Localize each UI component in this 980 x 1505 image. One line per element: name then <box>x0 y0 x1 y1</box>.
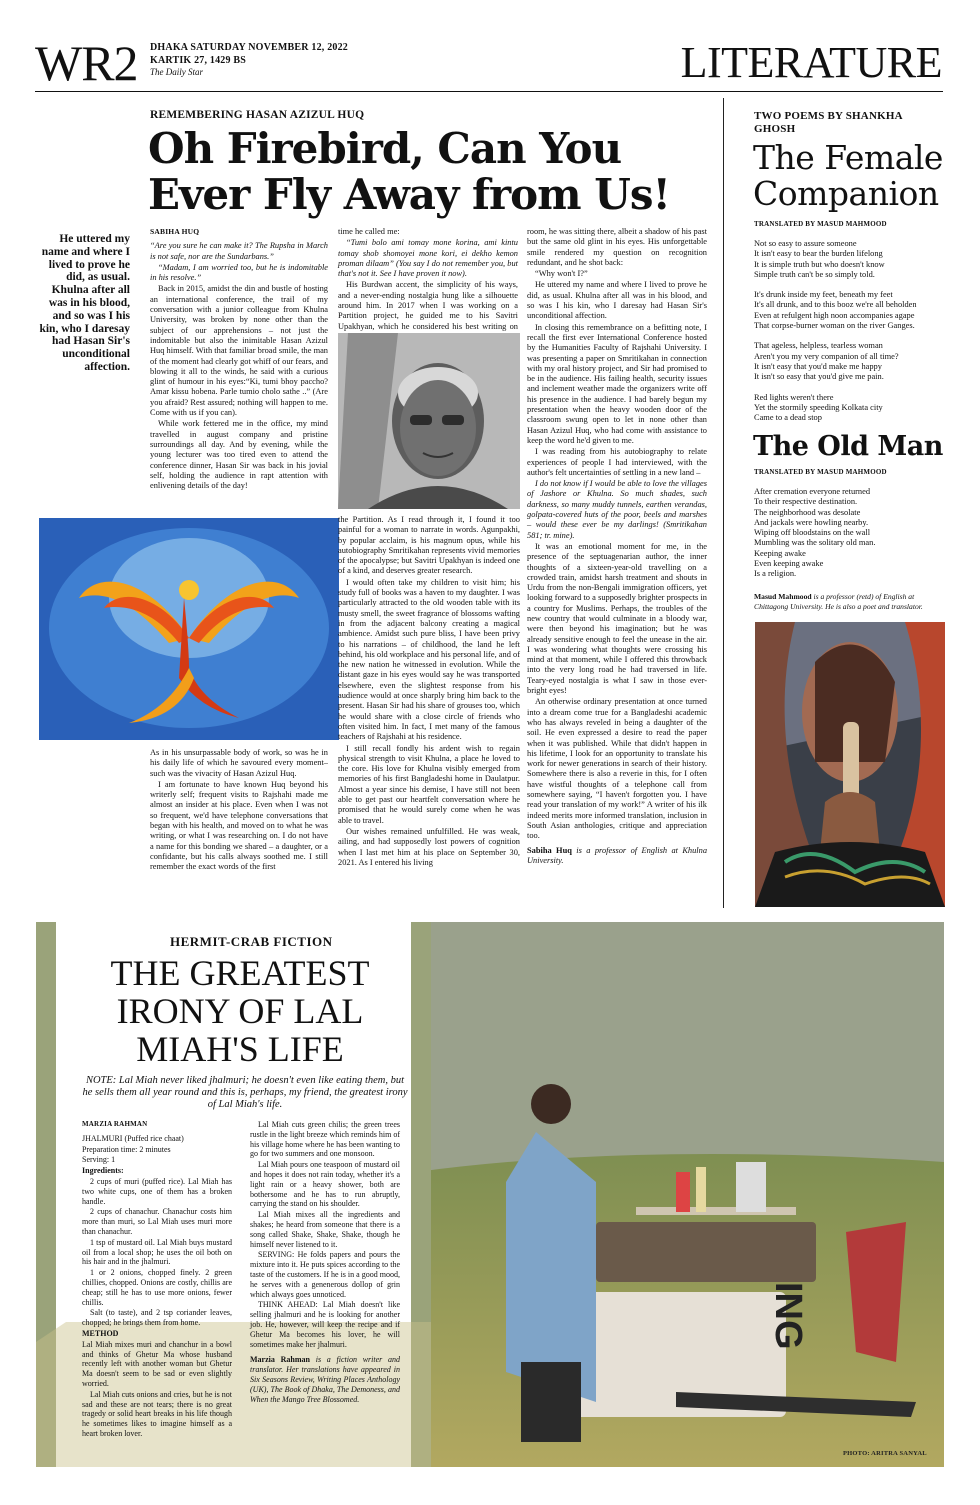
poem-line: Even at refulgent high noon accompanies agape <box>754 310 915 320</box>
feature-para: While work fettered me in the office, my mind travelled in august company and pristine surroundings all day. And by evening, while the young lecturer was too tired even to attend the conference dinner, Hasan Sir was back in his jovial self, holding the audience in rapt attention with enlivening details of the day! <box>150 419 328 491</box>
fiction-para: 1 tsp of mustard oil. Lal Miah buys mustard oil from a local shop; he uses the oil both on his hair and in the jhalmuri. <box>82 1237 232 1267</box>
poem-line: Is a religion. <box>754 569 797 579</box>
feature-para: “Why won't I?” <box>535 269 588 279</box>
feature-para: His Burdwan accent, the simplicity of his ways, and a never-ending nostalgia hung like a silhouette around him. In 2017 when I was working on a Partition project, he guided me to his Savitri Upakhyan, which he considered his best writing on <box>338 280 518 331</box>
feature-kicker: REMEMBERING HASAN AZIZUL HUQ <box>150 109 365 121</box>
feature-para: In closing this remembrance on a befitting note, I recall the first ever International Conference hosted by the Humanities Faculty of Rajshahi University. I was presenting a paper on Smritikahan in connection with my oral history project, and Sir had promised to be in the audience. His failing health, security issues and inclement weather made the organizers write off his presence in the audience. I had barely begun my presentation when the heavy wooden door of the classroom swung open to let in none other than Hasan Azizul Huq, who had come with assistance to keep the word he'd given to me. <box>527 322 707 445</box>
fiction-author-note <box>250 1355 400 1404</box>
fiction-column-2 <box>250 1120 400 1405</box>
fiction-para: Lal Miah cuts onions and cries, but he is not sad and these are not tears; there is no great tragedy or solid heart breaks in his life though he sometimes likes to imagine himself as a heart broken lover. <box>82 1389 232 1438</box>
poem-line: To their respective destination. <box>754 497 858 507</box>
fiction-para: Preparation time: 2 minutes <box>82 1144 171 1154</box>
fiction-para: Lal Miah cuts green chilis; the green trees rustle in the light breeze which reminds him of his village home where he has been wanting to go for two summers and one monsoon. <box>250 1120 400 1159</box>
fiction-headline-2: IRONY OF LAL <box>116 991 364 1031</box>
fiction-para: Lal Miah mixes muri and chanchur in a bowl and thinks of Ghetur Ma whose husband recently left with another woman but Ghetur Ma doesn't seem to be sad or even slightly worried. <box>82 1339 232 1388</box>
fiction-para: 1 or 2 onions, chopped finely. 2 green chillies, chopped. Onions are costly, chillis are cheap; still he has to use more onions, fewer chillis. <box>82 1268 232 1307</box>
feature-para: Our wishes remained unfulfilled. He was weak, ailing, and had supposedly lost powers of cognition when I last met him at his place on September 30, 2021. As I entered his living <box>338 826 520 867</box>
fiction-headline-3: MIAH'S LIFE <box>136 1029 344 1069</box>
poem-line: Yet the stormily speeding Kolkata city <box>754 402 883 412</box>
poem-line: After cremation everyone returned <box>754 487 871 496</box>
firebird-illustration <box>39 518 339 740</box>
poem-line: Simple truth can't be so simply told. <box>754 269 875 279</box>
poem2-translator: TRANSLATED BY MASUD MAHMOOD <box>754 468 887 476</box>
fiction-heading: Ingredients: <box>82 1166 124 1176</box>
poem1-translator: TRANSLATED BY MASUD MAHMOOD <box>754 220 887 228</box>
feature-para: I would often take my children to visit him; his study full of books was a haven to my daughter. I was particularly attracted to the old wooden table with its musty smell, the sweet fragrance of blossoms wafting in from the adjacent balcony creating a magical ambience. Amidst such pure bliss, I have been privy to his narrations – of childhood, the land he left behind, his old workplace and his personal life, and of the new nation he witnessed in evolution. While the distant gaze in his eyes would say he was transported elsewhere, even the slightest response from his audience would at once sharply bring him back to the present. Hasan Sir had his share of grouses too, which he would share with a close circle of friends who often visited him. In fact, I met many of the famous teachers of Rajshahi at his residence. <box>338 577 520 742</box>
portrait-illustration <box>338 333 520 509</box>
poem-line: Aren't you my very companion of all time? <box>754 351 899 361</box>
firebird-painting <box>39 518 339 740</box>
feature-para: Back in 2015, amidst the din and bustle of hosting an international conference, the trail of my conversation with a junior colleague from Khulna University, was broken by none other than the subject of our apprehensions – not just the indomitable but also the inimitable Hasan Azizul Huq himself. With that familiar broad smile, the man of the moment had clearly got whiff of our fears, and blowing it all to the winds, he said with a curious glint of humour in his eyes:“Ki, tumi bhoy paccho? Amar kissu hobena. Parle tumio cholo sathe ..” (Are you afraid? Rest assured; nothing will happen to me. Come with us if you can). <box>150 284 328 418</box>
translator-note <box>754 592 944 611</box>
poem-line: That corpse-burner woman on the river Ganges. <box>754 321 915 331</box>
feature-para: time he called me: <box>338 227 400 236</box>
feature-author-bio: is a professor of English at Khulna University. <box>527 845 708 865</box>
feature-column-3 <box>527 227 707 867</box>
poem-line: It is simple truth but who doesn't know <box>754 259 885 269</box>
poem-line: Red lights weren't there <box>754 392 834 402</box>
bengali-date-line: KARTIK 27, 1429 BS <box>150 55 247 66</box>
pullquote: He uttered my name and where I lived to prove he did, as usual. Khulna after all was in his blood, and so was I his kin, who I daresay had Hasan Sir's unconditional affection. <box>39 233 130 373</box>
feature-column-2-top <box>338 227 518 343</box>
fiction-author-bio: is a fiction writer and translator. Her translations have appeared in Six Seasons Review, Writing Places Anthology (UK), The Book of Dhaka, The Demoness, and When the Mango Tree Blossomed. <box>250 1355 401 1404</box>
fiction-heading: METHOD <box>82 1328 119 1338</box>
poem-line: It isn't so easy that you'd give me pain. <box>754 372 884 382</box>
poem2-body <box>754 487 944 580</box>
poem-line: Keeping awake <box>754 548 806 558</box>
fiction-para: THINK AHEAD: Lal Miah doesn't like selling jhalmuri and he is looking for another job. He, however, will keep the recipe and if Ghetur Ma becomes his lover, he will sometimes make her jhalmuri. <box>250 1300 400 1349</box>
masthead-rule <box>35 91 943 92</box>
poem1-body <box>754 239 944 423</box>
poem-line: Not so easy to assure someone <box>754 239 857 248</box>
author-portrait <box>338 333 520 509</box>
cart-sign: ING <box>767 1282 809 1350</box>
fiction-headline-1: THE GREATEST <box>110 953 370 993</box>
translator-bio: is a professor (retd) of English at Chittagong University. He is also a poet and translator. <box>754 592 923 611</box>
poem-line: Wiping off bloodstains on the wall <box>754 528 871 538</box>
section-title: LITERATURE <box>680 38 942 87</box>
feature-para: “Are you sure he can make it? The Rupsha in March is not safe, nor are the Sundarbans.” <box>150 241 328 261</box>
fiction-para: Lal Miah pours one teaspoon of mustard oil and hopes it does not rain today, whether it's a light rain or a heavy shower, both are bothersome and he has to run abruptly, carrying the stand on his shoulder. <box>250 1160 400 1209</box>
date-line: DHAKA SATURDAY NOVEMBER 12, 2022 <box>150 42 348 53</box>
poem-painting-illustration <box>755 622 945 907</box>
fiction-para: Lal Miah mixes all the ingredients and shakes; he heard from someone that there is a song called Shake, Shake, Shake, though he himself never listened to it. <box>250 1210 400 1249</box>
poem-line: It's all drunk, and to this booz we're all beholden <box>754 300 917 310</box>
fiction-author-name: Marzia Rahman <box>250 1355 310 1365</box>
poem-line: It isn't easy that you'd make me happy <box>754 361 882 371</box>
fiction-standfirst: NOTE: Lal Miah never liked jhalmuri; he doesn't even like eating them, but he sells them all year round and this is, perhaps, my friend, the greatest irony of Lal Miah's life. <box>82 1075 408 1110</box>
fiction-para: SERVING: He folds papers and pours the mixture into it. He puts spices according to the taste of the customers. If he is in a good mood, he serves with a genenerous dollop of grin which always goes unnoticed. <box>250 1250 400 1299</box>
newspaper-logo: The Daily Star <box>150 67 203 77</box>
poem-line: The neighborhood was desolate <box>754 507 861 517</box>
fiction-para: JHALMURI (Puffed rice chaat) <box>82 1133 184 1143</box>
feature-para: room, he was sitting there, albeit a shadow of his past but the same old glint in his eyes. His unforgettable smile rendered my question on recognition redundant, and he shot back: <box>527 227 707 267</box>
fiction-column-1 <box>82 1120 232 1440</box>
fiction-para: Serving: 1 <box>82 1155 116 1165</box>
feature-para: It was an emotional moment for me, in the presence of the septuagenarian author, the inner thoughts of a sixteen-year-old travelling on a crowded train, amidst harsh treatment and shouts in Urdu from the non-Bengali immigration officers, yet looking forward to a supposedly brighter prospects in a country for Muslims. Perhaps, the troubles of the new country that would culminate in a bloody war, were then beyond his imagination; but he was already sensitive enough to feel the unease in the air. I was wondering what thoughts were crossing his mind at that moment, while I offered this throwback into the very long road he had traversed in life. Teary-eyed nostalgia is what I saw in those ever-bright eyes! <box>527 541 707 696</box>
feature-para: I do not know if I would be able to love the villages of Jashore or Khulna. So much shades, such darkness, so many muddy tunnels, earthen verandas, golpata-covered huts of the poor, beels and marshes – would these ever be my darlings! (Smritikahan 581; tr. mine). <box>527 479 707 540</box>
feature-para: I am fortunate to have known Huq beyond his writerly self; frequent visits to Rajshahi made me almost an insider at his place. Even when I was not so frequent, we'd have telephone conversations that began with his health, and moved on to what he was writing, or what I was researching on. I do not have a name for this bonding we shared – a daughter, or a confidante, but his calls always soothed me. I still remember the exact words of the first <box>150 779 328 872</box>
feature-author-name: Sabiha Huq <box>527 845 572 855</box>
feature-para: the Partition. As I read through it, I found it too painful for a woman to narrate in words. Agunpakhi, by popular acclaim, is his magnum opus, while his autobiography Smritikahan represents vivid memories of the apocalypse; but Savitri Upakhyan is indeed one of a kind, and deserves greater research. <box>338 515 520 576</box>
poem1-title-2: Companion <box>753 174 939 213</box>
poem-line: It isn't easy to bear the burden lifelong <box>754 249 883 259</box>
poem-painting <box>755 622 945 907</box>
feature-byline: SABIHA HUQ <box>150 227 200 236</box>
poem2-title: The Old Man <box>753 431 943 462</box>
poem-line: And jackals were howling nearby. <box>754 517 869 527</box>
feature-column-1 <box>150 227 328 492</box>
fiction-para: 2 cups of muri (puffed rice). Lal Miah has two white cups, one of them has a broken handle. <box>82 1176 232 1206</box>
feature-column-2-mid <box>338 515 520 869</box>
feature-headline-2: Ever Fly Away from Us! <box>148 170 670 219</box>
poem-line: Even keeping awake <box>754 559 824 569</box>
feature-column-1-bottom <box>150 748 328 874</box>
feature-author-note <box>527 846 707 867</box>
fiction-para: 2 cups of chanachur. Chanachur costs him more than muri, so Lal Miah uses muri more than chanachur. <box>82 1207 232 1236</box>
feature-para: I still recall fondly his ardent wish to regain physical strength to visit Khulna, a place he loved to the core. His love for Khulna visibly emerged from memories of his first Bangladeshi home in Daulatpur. Almost a year since his demise, I have still not been able to get past our heartfelt conversation where he promised that he would surely come when he was able to travel. <box>338 743 520 825</box>
feature-para: An otherwise ordinary presentation at once turned into a dream come true for a Bangladeshi academic who has always reveled in being a daughter of the soil. He even expressed a desire to read the paper when it was published. While that didn't happen in his lifetime, I look for an opportunity to translate his work for newer generations in search of their history. Somewhere there is also a reverie in this, for I often have wistful thoughts of a telephone call from somewhere saying, “I haven't forgotten you. I have read your translation of my work!” A writer of his ilk indeed merits more informed translation, inclusion in South Asian anthologies, critique and appreciation too. <box>527 697 707 841</box>
feature-para: As in his unsurpassable body of work, so was he in his daily life of which he savoured every moment– such was the vivacity of Hasan Azizul Huq. <box>150 748 328 778</box>
poem-line: It's drunk inside my feet, beneath my feet <box>754 290 893 300</box>
photo-credit: PHOTO: ARITRA SANYAL <box>843 1450 927 1457</box>
poem1-title-1: The Female <box>753 138 943 177</box>
poem-line: Mumbling was the solitary old man. <box>754 538 876 548</box>
feature-para: He uttered my name and where I lived to prove he did, as usual. Khulna after all was in his blood, and so was I his kin, who I daresay had Hasan Sir's unconditional affection. <box>527 280 707 321</box>
page-number: WR2 <box>35 35 138 91</box>
fiction-byline: MARZIA RAHMAN <box>82 1120 148 1128</box>
translator-name: Masud Mahmood <box>754 592 812 601</box>
feature-para: “Madam, I am worried too, but he is indomitable in his resolve.” <box>150 262 328 283</box>
poems-kicker: TWO POEMS BY SHANKHA GHOSH <box>754 110 903 135</box>
poem-line: That ageless, helpless, tearless woman <box>754 341 883 351</box>
feature-para: “Tumi bolo ami tomay mone korina, ami kintu tomay shob shomoyei mone kori, ei dekho kemon proman dilaam” (You say I do not remember you, but that's not it. See I have proven it now). <box>338 238 518 279</box>
feature-para: I was reading from his autobiography to relate experiences of people I had interviewed, with the author's felt uncertainties of settling in a new land – <box>527 447 707 477</box>
poem-line: Came to a dead stop <box>754 413 822 423</box>
column-divider <box>723 98 724 908</box>
feature-headline-1: Oh Firebird, Can You <box>148 124 622 173</box>
fiction-para: Salt (to taste), and 2 tsp coriander leaves, chopped; he brings them from home. <box>82 1308 232 1328</box>
fiction-kicker: HERMIT-CRAB FICTION <box>170 934 333 949</box>
